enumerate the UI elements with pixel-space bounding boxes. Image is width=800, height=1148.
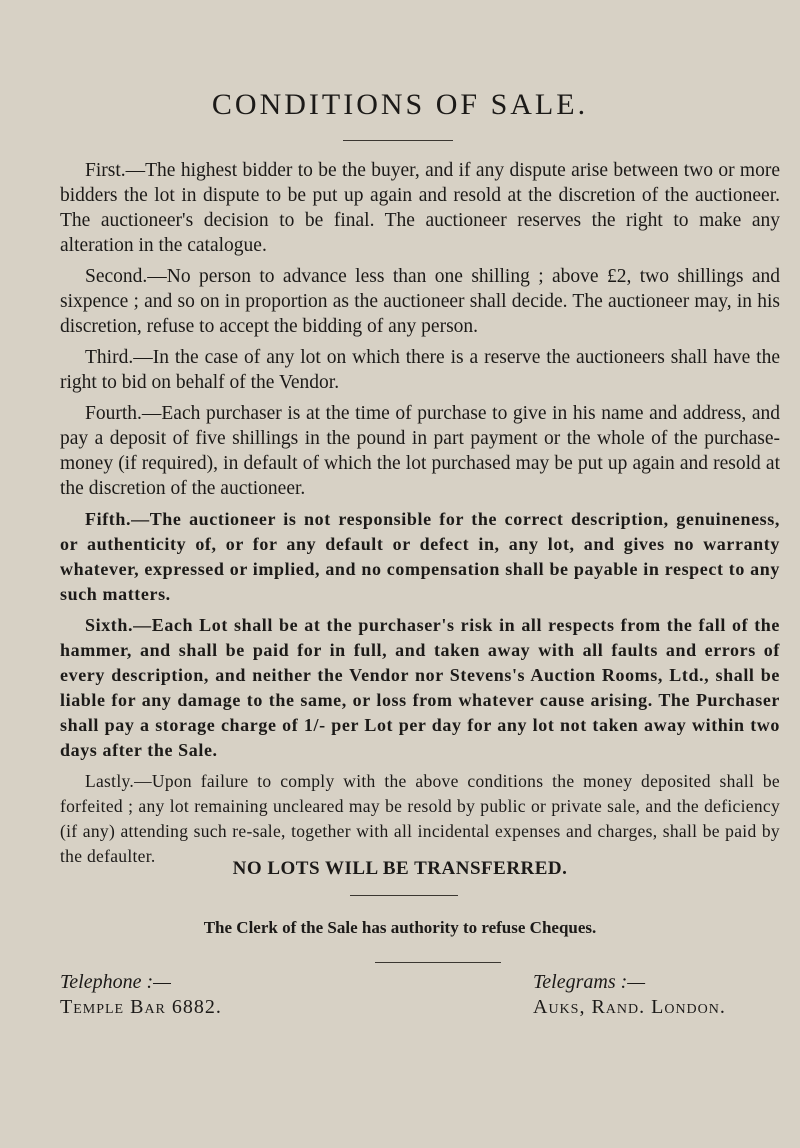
- telegrams-label: Telegrams :—: [533, 971, 646, 993]
- page-title: CONDITIONS OF SALE.: [211, 88, 589, 121]
- conditions-list: [60, 158, 780, 875]
- condition-sixth: Sixth.—Each Lot shall be at the purchaser's risk in all respects from the fall of the hammer, and shall be paid for in full, and taken away with all faults and errors of every description, and neither the Vendor nor Stevens's Auction Rooms, Ltd., shall be liable for any damage to the same, or loss from whatever cause arising. The Purchaser shall pay a storage charge of 1/- per Lot per day for any lot not taken away within two days after the Sale.: [60, 615, 780, 760]
- telephone-block: [60, 970, 222, 1020]
- telegrams-address: Auks, Rand. London.: [533, 996, 726, 1018]
- telephone-number: Temple Bar 6882.: [60, 996, 222, 1018]
- condition-fourth: Fourth.—Each purchaser is at the time of purchase to give in his name and address, and pay a deposit of five shillings in the pound in part payment or the whole of the purchase-money (if required), in default of which the lot purchased may be put up again and resold at the discretion of the auctioneer.: [60, 403, 780, 499]
- condition-first: First.—The highest bidder to be the buyer, and if any dispute arise between two or more bidders the lot in dispute to be put up again and resold at the discretion of the auctioneer. The auctioneer's decision to be final. The auctioneer reserves the right to make any alteration in the catalogue.: [60, 160, 780, 256]
- notice-divider: [350, 895, 458, 896]
- condition-fifth: Fifth.—The auctioneer is not responsible for the correct description, genuineness, or authenticity of, or for any default or defect in, any lot, and gives no warranty whatever, expressed or implied, and no compensation shall be payable in respect to any such matters.: [60, 509, 780, 604]
- condition-lastly: Lastly.—Upon failure to comply with the above conditions the money deposited shall be forfeited ; any lot remaining uncleared may be resold by public or private sale, and the deficiency (if any) attending such re-sale, together with all incidental expenses and charges, shall be paid by the defaulter.: [60, 771, 780, 866]
- telephone-label: Telephone :—: [60, 971, 171, 993]
- cheque-notice: The Clerk of the Sale has authority to refuse Cheques.: [203, 918, 597, 937]
- title-divider: [343, 140, 453, 141]
- telegrams-block: [533, 970, 726, 1020]
- footer-divider: [375, 962, 501, 963]
- condition-third: Third.—In the case of any lot on which there is a reserve the auctioneers shall have the right to bid on behalf of the Vendor.: [60, 347, 780, 393]
- transfer-notice: NO LOTS WILL BE TRANSFERRED.: [232, 858, 568, 879]
- condition-second: Second.—No person to advance less than one shilling ; above £2, two shillings and sixpence ; and so on in proportion as the auctioneer shall decide. The auctioneer may, in his discretion, refuse to accept the bidding of any person.: [60, 266, 780, 337]
